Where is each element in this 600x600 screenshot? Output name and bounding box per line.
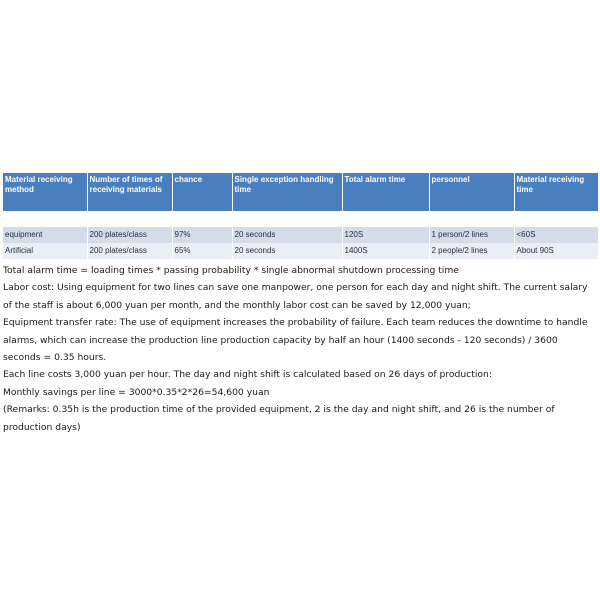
note-labor-cost: Labor cost: Using equipment for two lines can save one manpower, one person for each day and night shift. The current salary of the staff is about 6,000 yuan per month, and the monthly labor cost can be saved by 12,000 yuan; [3, 282, 588, 311]
header-cell-receiving-method: Material receiving method [3, 173, 87, 211]
table-cell: 1 person/2 lines [429, 227, 514, 243]
table-cell: 65% [172, 243, 232, 259]
header-cell-exception-time: Single exception handling time [232, 173, 342, 211]
table-cell: 97% [172, 227, 232, 243]
table-cell: 1400S [342, 243, 429, 259]
note-transfer-rate: Equipment transfer rate: The use of equipment increases the probability of failure. Each team reduces the downtime to handle alarms, which can increase the production line production capacity by half an hour (1400 seconds - 120 seconds) / 3600 seconds = 0.35 hours. [3, 317, 588, 364]
header-cell-receiving-time: Material receiving time [514, 173, 598, 211]
document-content [3, 173, 595, 436]
header-cell-personnel: personnel [429, 173, 514, 211]
notes-section [3, 262, 595, 436]
header-row [3, 173, 598, 211]
table-cell: About 90S [514, 243, 598, 259]
header-cell-receiving-times: Number of times of receiving materials [87, 173, 172, 211]
note-remarks: (Remarks: 0.35h is the production time of the provided equipment, 2 is the day and night shift, and 26 is the number of production days) [3, 404, 555, 433]
note-alarm-time-formula: Total alarm time = loading times * passing probability * single abnormal shutdown processing time [3, 265, 459, 276]
table-cell: Artificial [3, 243, 87, 259]
note-monthly-savings: Monthly savings per line = 3000*0.35*2*26=54,600 yuan [3, 386, 270, 398]
table-cell: 120S [342, 227, 429, 243]
table-body [3, 211, 598, 259]
table-row-equipment [3, 227, 598, 243]
table-cell: 2 people/2 lines [429, 243, 514, 259]
note-line-cost: Each line costs 3,000 yuan per hour. The day and night shift is calculated based on 26 days of production: [3, 369, 492, 381]
spacer-cell [3, 211, 598, 227]
table-cell: 20 seconds [232, 243, 342, 259]
table-spacer [3, 211, 598, 227]
table-cell: <60S [514, 227, 598, 243]
table-row-artificial [3, 243, 598, 259]
table-cell: equipment [3, 227, 87, 243]
table-cell: 200 plates/class [87, 243, 172, 259]
table-cell: 200 plates/class [87, 227, 172, 243]
comparison-table [3, 173, 598, 259]
table-cell: 20 seconds [232, 227, 342, 243]
table-header [3, 173, 598, 211]
header-cell-chance: chance [172, 173, 232, 211]
header-cell-total-alarm-time: Total alarm time [342, 173, 429, 211]
